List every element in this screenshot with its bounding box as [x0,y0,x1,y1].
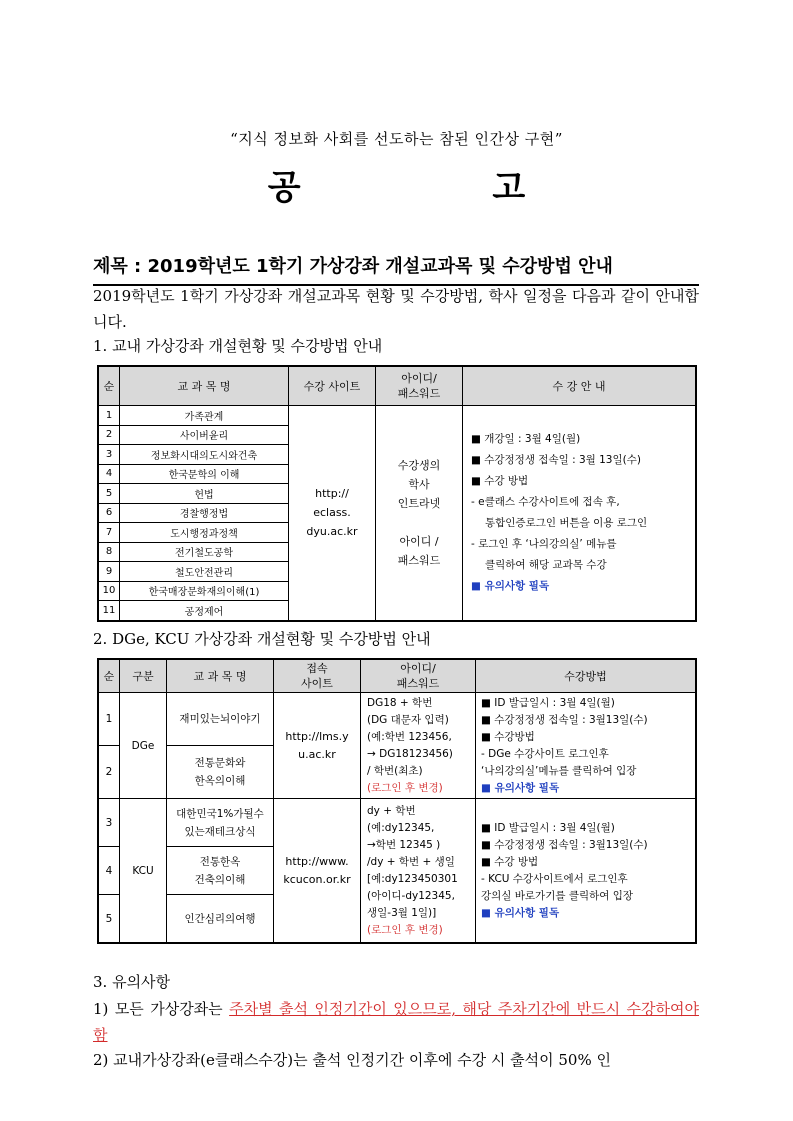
row-course: 철도안전관리 [120,562,289,582]
row-no: 8 [98,542,120,562]
section3-title: 3. 유의사항 [93,973,171,991]
guide-line: ■ ID 발급일시 : 3월 4일(월) [481,696,615,709]
guide-line: 강의실 바로가기를 클릭하여 입장 [481,889,634,902]
header-no: 순 [98,659,120,693]
notice-prefix: 1) 모든 가상강좌는 [93,1000,230,1018]
row-no: 4 [98,847,120,895]
id-password-info [361,799,476,944]
id-password-info: 수강생의 학사 인트라넷 아이디 / 패스워드 [376,406,463,621]
id-line: (DG 대문자 입력) [367,713,449,726]
id-line: → DG18123456) [367,747,453,760]
header-id: 아이디/ 패스워드 [361,659,476,693]
announcement-heading: 공 고 [267,168,616,208]
id-change-note: (로그인 후 변경) [367,781,443,794]
row-course: 도시행정과정책 [120,523,289,543]
row-no: 4 [98,464,120,484]
row-course: 한국문학의 이해 [120,464,289,484]
row-course: 공정제어 [120,601,289,621]
id-line: (예:dy12345, [367,821,435,834]
guide-line: ■ 개강일 : 3월 4일(월) [471,432,581,445]
group-label: KCU [120,799,167,944]
row-no: 2 [98,425,120,445]
notice-link: ■ 유의사항 필독 [481,906,560,919]
header-no: 순 [98,366,120,406]
row-no: 3 [98,799,120,847]
header-guide: 수 강 안 내 [463,366,697,406]
row-course: 사이버윤리 [120,425,289,445]
guide-line: ■ 수강정정생 접속일 : 3월13일(수) [481,713,648,726]
header-course: 교 과 목 명 [167,659,274,693]
guide-line: ■ 수강방법 [481,730,535,743]
motto: “지식 정보화 사회를 선도하는 참된 인간상 구현” [230,130,563,148]
notice-item-1 [93,996,699,1048]
header-type: 구분 [120,659,167,693]
id-line: / 학번(최초) [367,764,423,777]
guide-line: ■ ID 발급일시 : 3월 4일(월) [481,821,615,834]
row-no: 3 [98,445,120,465]
guide-line: - 로그인 후 ‘나의강의실’ 메뉴를 [471,537,617,550]
id-line: (예:학번 123456, [367,730,452,743]
section2-title: 2. DGe, KCU 가상강좌 개설현황 및 수강방법 안내 [93,630,431,648]
id-password-info [361,693,476,799]
notice-link: ■ 유의사항 필독 [481,781,560,794]
id-line: dy + 학번 [367,804,416,817]
notice-emphasis: 주차별 출석 인정기간이 있으므로, 해당 주차기간에 반드시 수강하여야 함 [93,1000,700,1044]
id-line: →학번 12345 ) [367,838,441,851]
notice-item-2: 2) 교내가상강좌(e클래스수강)는 출석 인정기간 이후에 수강 시 출석이 50% 인 [93,1051,611,1069]
site-url[interactable]: http://www. kcucon.or.kr [274,799,361,944]
id-line: DG18 + 학번 [367,696,433,709]
row-course: 정보화시대의도시와건축 [120,445,289,465]
row-no: 7 [98,523,120,543]
table-row [98,693,696,746]
row-course: 재미있는뇌이야기 [167,693,274,746]
site-url[interactable]: http:// eclass. dyu.ac.kr [289,406,376,621]
row-no: 10 [98,581,120,601]
external-course-table [97,658,697,944]
guide-line: 통합인증로그인 버튼을 이용 로그인 [485,516,648,529]
method-cell [476,693,697,799]
table-row [98,799,696,847]
row-no: 1 [98,406,120,426]
row-course: 전통문화와 한옥의이해 [167,746,274,799]
header-id: 아이디/ 패스워드 [376,366,463,406]
guide-cell [463,406,697,621]
intro-paragraph: 2019학년도 1학기 가상강좌 개설교과목 현황 및 수강방법, 학사 일정을 다음과 같이 안내합니다. [93,287,699,331]
row-no: 1 [98,693,120,746]
header-method: 수강방법 [476,659,697,693]
guide-line: ■ 수강 방법 [481,855,539,868]
row-course: 대한민국1%가될수 있는재테크상식 [167,799,274,847]
row-course: 헌법 [120,484,289,504]
header-site: 접속 사이트 [274,659,361,693]
header-site: 수강 사이트 [289,366,376,406]
notice-link: ■ 유의사항 필독 [471,579,550,592]
site-url[interactable]: http://lms.y u.ac.kr [274,693,361,799]
guide-line: - DGe 수강사이트 로그인후 [481,747,609,760]
guide-line: - KCU 수강사이트에서 로그인후 [481,872,628,885]
guide-line: ■ 수강정정생 접속일 : 3월 13일(수) [471,453,641,466]
id-line: (아이디-dy12345, [367,889,455,902]
row-course: 전기철도공학 [120,542,289,562]
subject-title: 제목 : 2019학년도 1학기 가상강좌 개설교과목 및 수강방법 안내 [93,252,699,286]
id-line: 생일-3월 1일)] [367,906,437,919]
id-line: /dy + 학번 + 생일 [367,855,455,868]
row-no: 11 [98,601,120,621]
table-row [98,406,696,426]
guide-line: 클릭하여 해당 교과목 수강 [485,558,607,571]
guide-line: ■ 수강정정생 접속일 : 3월13일(수) [481,838,648,851]
internal-course-table [97,365,697,622]
row-course: 가족관계 [120,406,289,426]
row-no: 9 [98,562,120,582]
id-change-note: (로그인 후 변경) [367,923,443,936]
header-course: 교 과 목 명 [120,366,289,406]
row-course: 경찰행정법 [120,503,289,523]
section1-title: 1. 교내 가상강좌 개설현황 및 수강방법 안내 [93,337,383,355]
guide-line: - e클래스 수강사이트에 접속 후, [471,495,620,508]
row-course: 한국매장문화재의이해(1) [120,581,289,601]
row-no: 5 [98,895,120,944]
row-no: 5 [98,484,120,504]
guide-line: ■ 수강 방법 [471,474,529,487]
row-course: 인간심리의여행 [167,895,274,944]
row-course: 전통한옥 건축의이해 [167,847,274,895]
row-no: 2 [98,746,120,799]
guide-line: ‘나의강의실’메뉴를 클릭하여 입장 [481,764,637,777]
group-label: DGe [120,693,167,799]
method-cell [476,799,697,944]
row-no: 6 [98,503,120,523]
id-line: [예:dy123450301 [367,872,458,885]
